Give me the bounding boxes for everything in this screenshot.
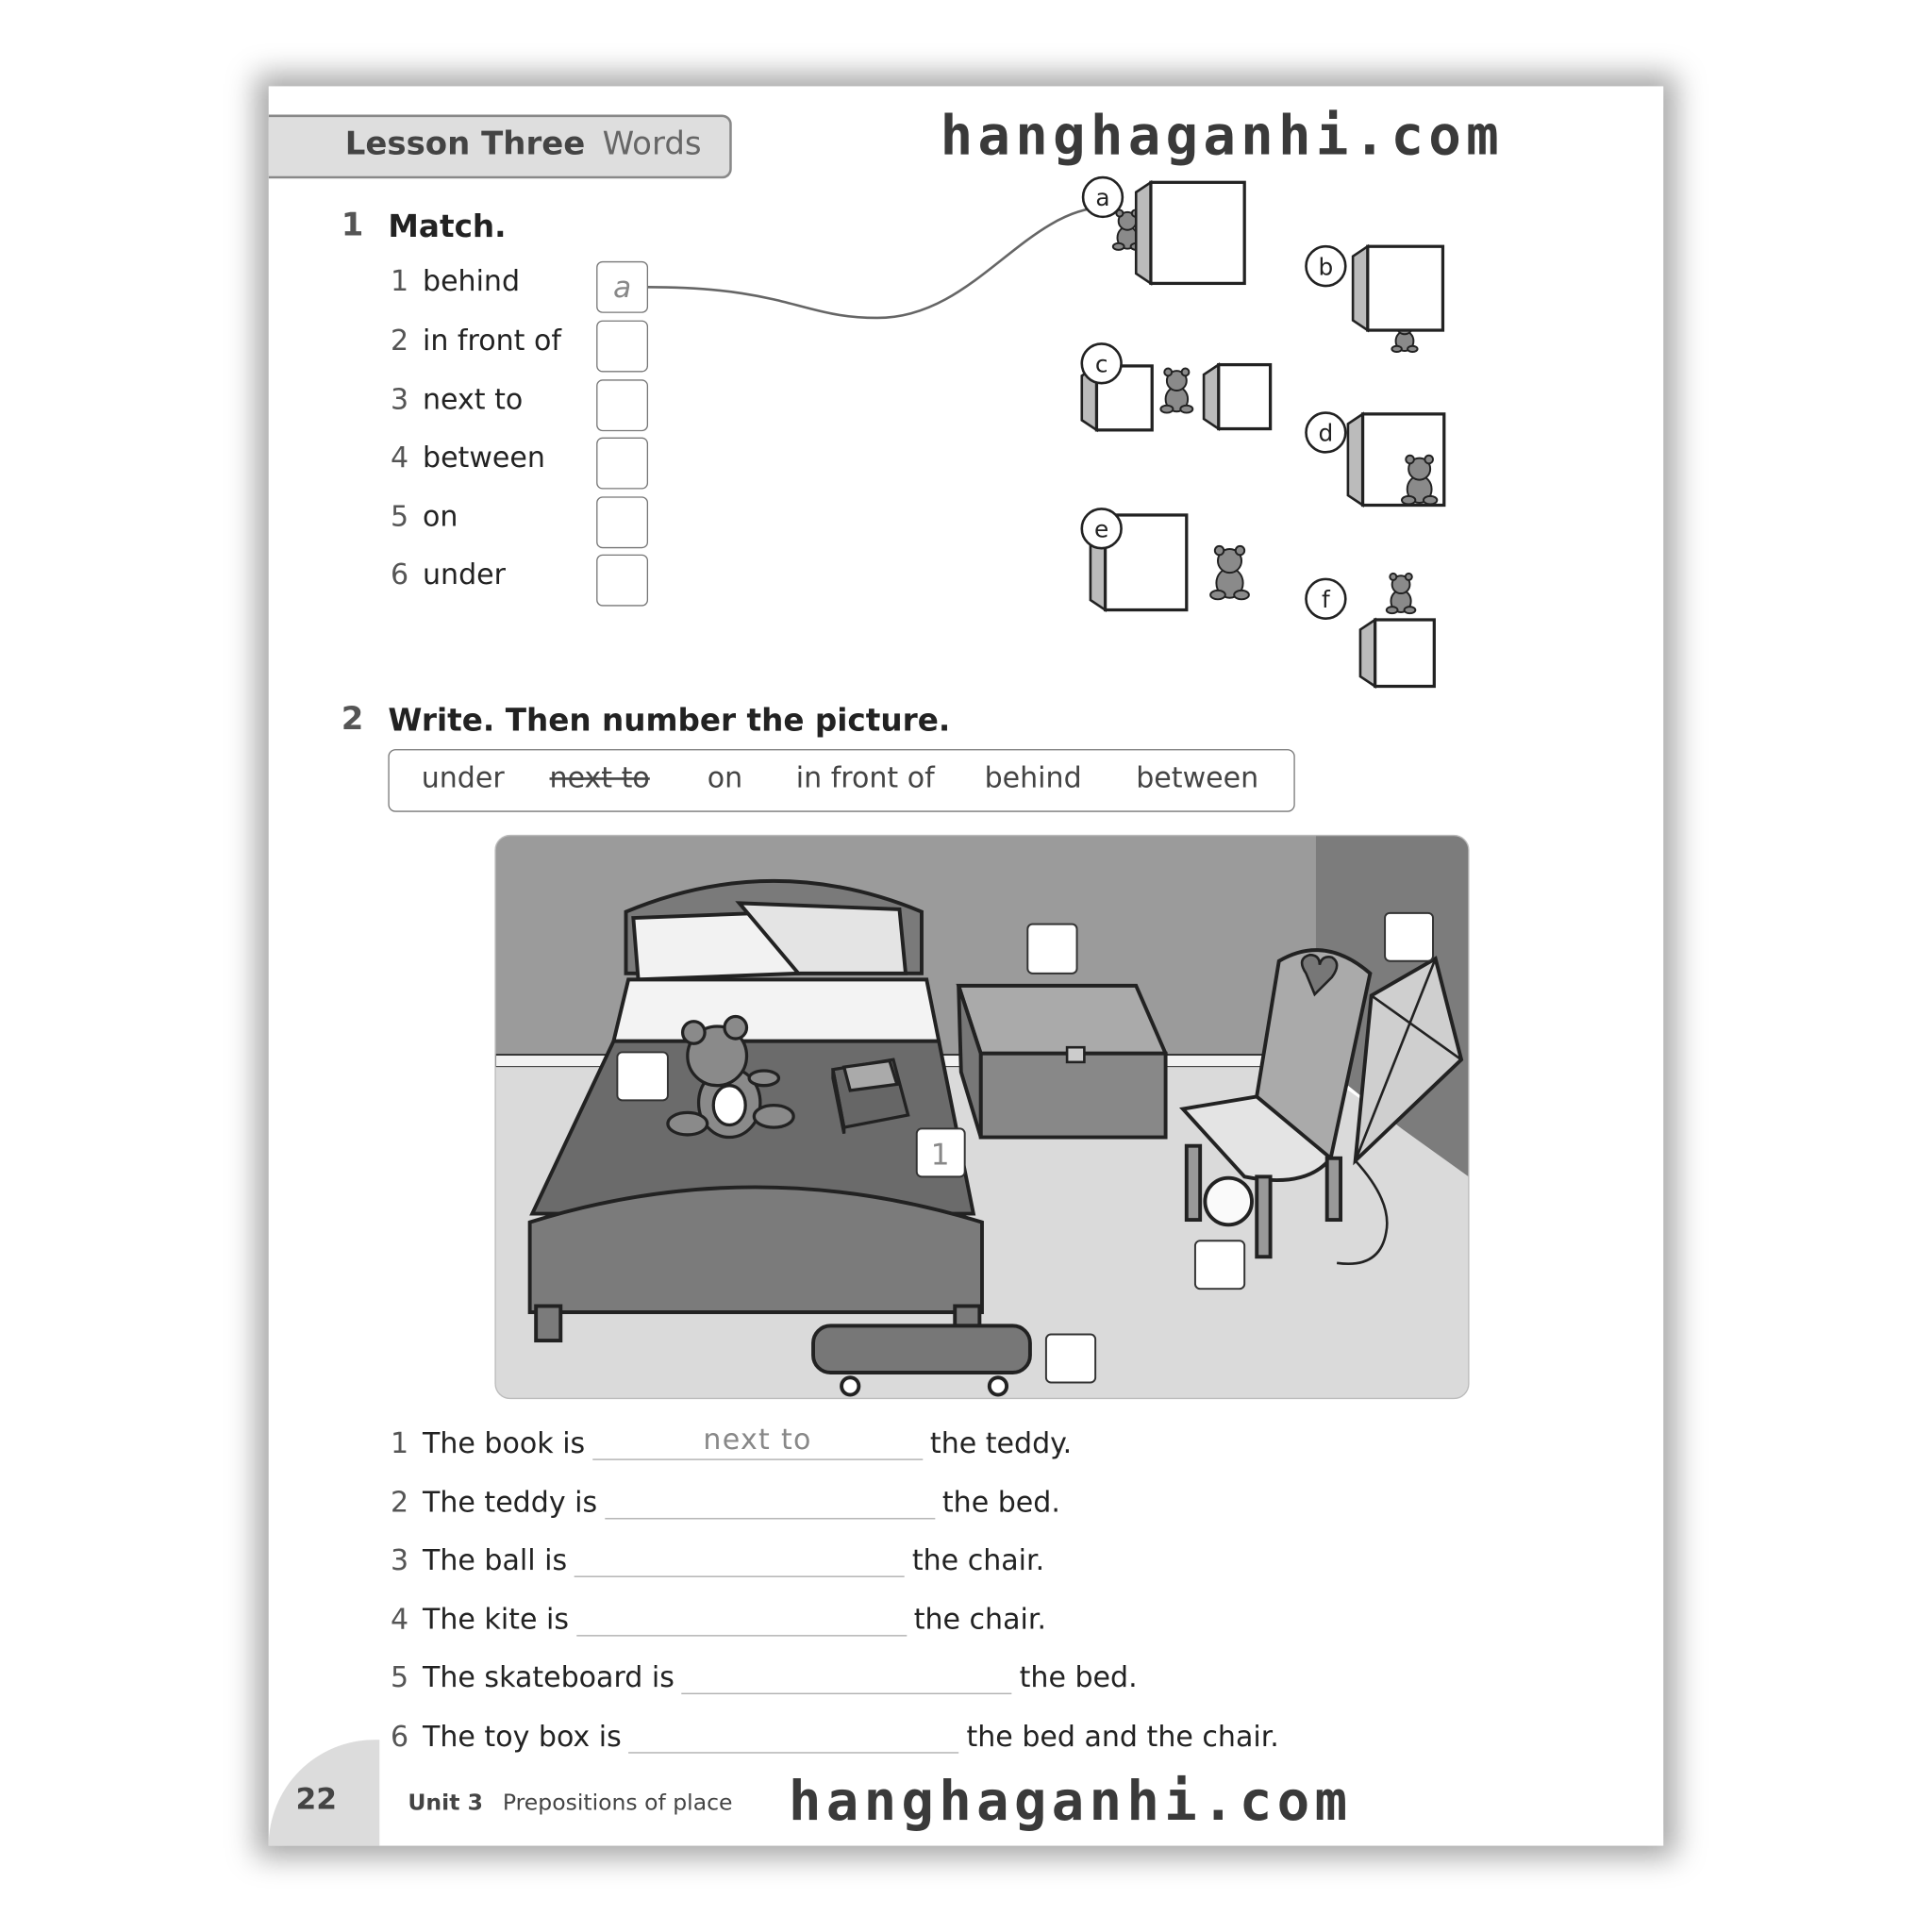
picture-letter-b [1306,246,1345,286]
word-bank-word: next to [549,762,650,795]
teddy-icon [1210,546,1249,599]
sentence-suffix: the bed. [1019,1662,1138,1695]
sentence-prefix: The ball is [422,1545,568,1578]
match-pictures [1082,177,1444,686]
word-bank-word: behind [984,762,1082,795]
word-bank-word: between [1136,762,1259,795]
answer-blank[interactable] [605,1483,935,1519]
word-bank-word: on [707,762,743,795]
picture-letter-c [1082,343,1122,383]
watermark-top: hanghaganhi.com [940,105,1504,168]
match-item [391,502,458,534]
lesson-section: Words [602,125,702,163]
match-item [391,442,545,475]
match-item-number: 5 [391,501,409,534]
match-line [647,207,1103,318]
sentence [391,1600,1046,1636]
bedroom-picture [495,836,1469,1399]
sentence-suffix: the chair. [913,1604,1046,1637]
label-box-book[interactable] [917,1128,965,1176]
unit-label: Unit 3 [408,1790,483,1817]
cube-f [1360,620,1434,687]
sentence-number: 6 [391,1721,409,1754]
teddy-icon [1160,369,1192,413]
match-item-word: on [422,501,458,534]
toy-box [958,986,1165,1138]
match-answer-box[interactable] [596,438,648,490]
picture-letter-f [1306,579,1345,619]
cube-c-right [1204,365,1271,429]
sentence-number: 4 [391,1604,409,1637]
match-answer-box[interactable] [596,379,648,431]
label-box-ball[interactable] [1195,1241,1244,1289]
answer-blank[interactable] [576,1600,907,1636]
sentence [391,1541,1044,1577]
label-box-toybox[interactable] [1027,924,1076,974]
match-item-word: under [422,558,506,591]
sentence-prefix: The toy box is [422,1721,622,1754]
exercise-1-instruction: Match. [388,208,507,244]
label-box-skateboard[interactable] [1046,1335,1095,1383]
svg-text:1: 1 [930,1138,950,1173]
word-bank-word: under [421,762,505,795]
match-item-number: 1 [391,266,409,299]
sentence [391,1659,1138,1695]
match-answer-box[interactable]: a [596,261,648,313]
sentence-suffix: the bed. [941,1486,1060,1519]
match-item-number: 4 [391,441,409,475]
match-item [391,325,561,358]
label-box-teddy[interactable] [617,1052,668,1100]
match-item-number: 3 [391,384,409,417]
match-item-number: 2 [391,325,409,358]
match-item [391,266,520,298]
answer-blank[interactable] [575,1541,905,1577]
match-item [391,385,523,417]
match-answer-box[interactable] [596,321,648,373]
sentence-prefix: The book is [422,1427,586,1460]
exercise-2-number: 2 [341,701,364,739]
exercise-1-number: 1 [341,207,364,244]
sentence [391,1483,1060,1519]
answer-blank[interactable]: next to [592,1424,923,1460]
sentence-prefix: The skateboard is [422,1662,675,1695]
sentence-suffix: the bed and the chair. [966,1721,1279,1754]
picture-letter-a [1083,177,1123,217]
picture-letter-e [1082,508,1122,548]
match-answer-box[interactable] [596,555,648,607]
match-item-word: behind [422,266,521,299]
exercise-2-instruction: Write. Then number the picture. [388,702,951,739]
lesson-name: Lesson Three [344,125,586,163]
letter-label: e [1094,515,1109,543]
cube-b [1353,246,1442,330]
cube-a [1136,182,1244,283]
letter-label: a [1095,184,1110,212]
sentence-number: 3 [391,1545,409,1578]
letter-label: f [1322,585,1330,613]
sentence-number: 5 [391,1662,409,1695]
unit-topic: Prepositions of place [502,1790,733,1817]
picture-letter-d [1306,413,1345,453]
word-bank-word: in front of [795,762,935,795]
page-number: 22 [295,1781,338,1817]
sentence-number: 1 [391,1427,409,1460]
match-item [391,559,506,591]
sentence-number: 2 [391,1486,409,1519]
sentence [391,1424,1072,1460]
match-item-word: next to [422,384,524,417]
letter-label: d [1318,419,1334,447]
sentence-prefix: The kite is [422,1604,569,1637]
sentence-suffix: the teddy. [929,1427,1073,1460]
answer-blank[interactable] [629,1718,959,1754]
match-item-number: 6 [391,558,409,591]
letter-label: c [1094,350,1108,378]
word-bank [388,749,1294,812]
match-item-word: in front of [422,325,561,358]
sentence [391,1718,1279,1754]
watermark-bottom: hanghaganhi.com [788,1770,1353,1834]
answer-blank[interactable] [682,1659,1012,1695]
letter-label: b [1318,253,1334,281]
sentence-prefix: The teddy is [422,1486,598,1519]
match-item-word: between [422,441,545,475]
match-answer-box[interactable] [596,496,648,548]
ball [1205,1178,1252,1225]
sentence-suffix: the chair. [911,1545,1045,1578]
teddy-icon [1387,574,1416,613]
label-box-kite[interactable] [1385,913,1433,961]
